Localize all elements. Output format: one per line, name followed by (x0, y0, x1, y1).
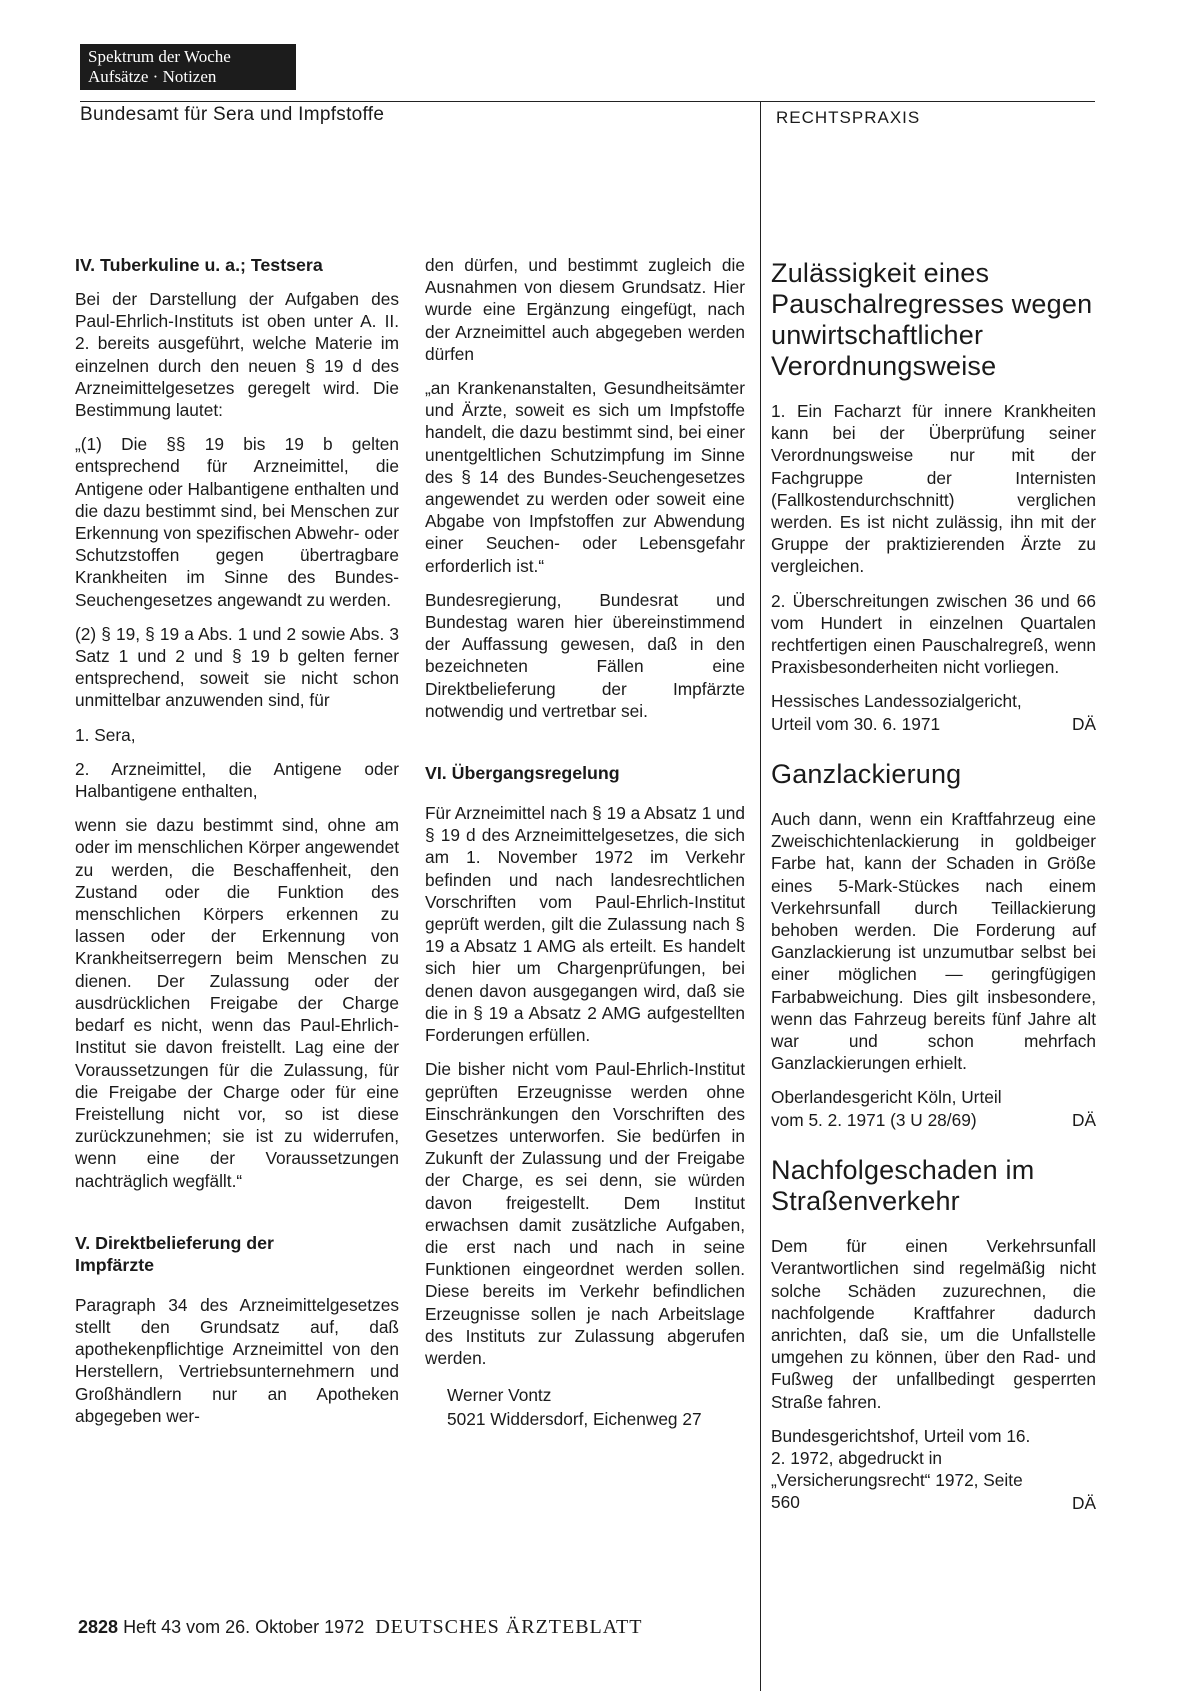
article-column-3 (771, 258, 1096, 1538)
quote-paragraph: (2) § 19, § 19 a Abs. 1 und 2 sowie Abs. 3 Satz 1 und 2 und § 19 b gelten ferner entsprechend, soweit sie nicht schon unmittelbar anzuwenden sind, für (75, 623, 399, 711)
quote-paragraph: „an Krankenanstalten, Gesundheitsämter und Ärzte, soweit es sich um Impfstoffe handelt, die dazu bestimmt sind, bei einer unentgeltlichen Schutzimpfung im Sinne des § 14 des Bundes-Seuchengesetzes angewendet zu werden oder soweit eine Abgabe von Impfstoffen zur Abwendung einer Seuchen- oder Lebensgefahr erforderlich ist.“ (425, 378, 745, 576)
quote-paragraph: „(1) Die §§ 19 bis 19 b gelten entsprechend für Arzneimittel, die Antigene oder Halbantigene enthalten und die dazu bestimmt sind, bei Menschen zur Erkennung von spezifischen Abwehr- oder Schutzstoffen gegen übertragbare Krankheiten im Sinne des Bundes-Seuchengesetzes angewandt zu werden. (75, 434, 399, 610)
article-title-nachfolgeschaden: Nachfolgeschaden im Straßenverkehr (771, 1155, 1035, 1217)
header-rule (80, 101, 1095, 102)
journal-name: DEUTSCHES ÄRZTEBLATT (375, 1616, 643, 1638)
paragraph: Paragraph 34 des Arzneimittelgesetzes stellt den Grundsatz auf, daß apothekenpflichtige Arzneimittel von den Herstellern, Vertriebsunternehmern und Großhändlern nur an Apotheken abgegeben wer- (75, 1294, 399, 1426)
page-number: 2828 (78, 1617, 119, 1637)
heading-uebergangsregelung: VI. Übergangsregelung (425, 763, 620, 784)
paragraph: den dürfen, und bestimmt zugleich die Ausnahmen von diesem Grundsatz. Hier wurde eine Ergänzung eingefügt, nach der Arzneimittel auch abgegeben werden dürfen (425, 255, 745, 364)
source-mark: DÄ (1071, 713, 1096, 734)
heading-direktbelieferung: V. Direktbelieferung der Impfärzte (75, 1232, 274, 1275)
quote-paragraph: wenn sie dazu bestimmt sind, ohne am oder im menschlichen Körper angewendet zu werden, die Beschaffenheit, den Zustand oder die Funktion des menschlichen Körpers erkennen zu lassen oder der Erkennung von Krankheitserregern beim Menschen zu dienen. Der Zulassung oder der ausdrücklichen Freigabe der Charge bedarf es nicht, wenn das Paul-Ehrlich-Institut sie davon freistellt. Lag eine der Voraussetzungen für die Zulassung, für die Freigabe der Charge oder für eine Freistellung nicht vor, so ist diese zurückzunehmen; sie ist zu widerrufen, wenn eine der Voraussetzungen nachträglich wegfällt.“ (75, 815, 399, 1191)
paragraph: Bundesregierung, Bundesrat und Bundestag waren hier übereinstimmend der Auffassung gewesen, daß in den bezeichneten Fällen eine Direktbelieferung der Impfärzte notwendig und vertretbar sei. (425, 589, 745, 721)
list-item: 2. Arzneimittel, die Antigene oder Halbantigene enthalten, (75, 758, 399, 802)
article-title-pauschalregress: Zulässigkeit eines Pauschalregresses wegen unwirtschaftlicher Verordnungsweise (771, 258, 1093, 381)
paragraph: 1. Ein Facharzt für innere Krankheiten kann bei der Überprüfung seiner Verordnungsweise nur mit der Fachgruppe der Internisten (Fallkostendurchschnitt) verglichen werden. Es ist nicht zulässig, ihn mit der Gruppe der praktizierenden Ärzte zu vergleichen. (771, 401, 1096, 577)
court-source (771, 1086, 1096, 1131)
court-source (771, 690, 1096, 735)
author-address: 5021 Widdersdorf, Eichenweg 27 (447, 1409, 702, 1430)
page-footer (78, 1616, 642, 1639)
section-header-left: Bundesamt für Sera und Impfstoffe (80, 104, 385, 125)
paragraph: 2. Überschreitungen zwischen 36 und 66 vom Hundert in einzelnen Quartalen rechtfertigen einen Pauschalregreß, wenn Praxisbesonderheiten nicht vorliegen. (771, 590, 1096, 678)
source-mark: DÄ (1071, 1492, 1096, 1513)
badge-line-1: Spektrum der Woche (88, 47, 231, 66)
source-mark: DÄ (1071, 1109, 1096, 1130)
court-source-text: Bundesgerichtshof, Urteil vom 16. 2. 1972, abgedruckt in „Versicherungsrecht“ 1972, Seite 560 (771, 1425, 1031, 1513)
section-header-right: RECHTSPRAXIS (776, 108, 921, 127)
list-item: 1. Sera, (75, 724, 136, 745)
paragraph: Bei der Darstellung der Aufgaben des Paul-Ehrlich-Instituts ist oben unter A. II. 2. bereits ausgeführt, welche Materie im einzelnen durch den neuen § 19 d des Arzneimittelgesetzes geregelt wird. Die Bestimmung lautet: (75, 289, 399, 421)
court-source (771, 1425, 1096, 1514)
paragraph: Die bisher nicht vom Paul-Ehrlich-Institut geprüften Erzeugnisse werden ohne Einschränkungen den Vorschriften des Gesetzes unterworfen. Sie bedürfen in Zukunft der Zulassung und der Freigabe der Charge, es sei denn, sie würden davon freigestellt. Dem Institut erwachsen damit zusätzliche Aufgaben, die erst nach und nach in seine Funktionen eingeordnet werden sollen. Diese bereits im Verkehr befindlichen Erzeugnisse sollen je nach Arbeitslage des Instituts zur Zulassung abgerufen werden. (425, 1059, 745, 1368)
article-column-2 (425, 254, 745, 1431)
paragraph: Dem für einen Verkehrsunfall Verantwortlichen sind regelmäßig nicht solche Schäden zuzurechnen, die nachfolgende Kraftfahrer dadurch anrichten, daß sie, um die Unfallstelle umgehen zu können, über den Rad- und Fußweg der unfallbedingt gesperrten Straße fahren. (771, 1236, 1096, 1412)
paragraph: Auch dann, wenn ein Kraftfahrzeug eine Zweischichtenlackierung in goldbeiger Farbe hat, kann der Schaden in Größe eines 5-Mark-Stückes nach einem Verkehrsunfall durch Teillackierung behoben werden. Die Forderung auf Ganzlackierung ist unzumutbar selbst bei einer möglichen — geringfügigen Farbabweichung. Dies gilt insbesondere, wenn das Fahrzeug bereits fünf Jahre alt war und schon mehrfach Ganzlackierungen erhielt. (771, 809, 1096, 1074)
author-name: Werner Vontz (447, 1385, 552, 1406)
heading-tuberkuline: IV. Tuberkuline u. a.; Testsera (75, 255, 323, 275)
article-column-1 (75, 254, 399, 1439)
article-title-ganzlackierung: Ganzlackierung (771, 759, 962, 790)
paragraph: Für Arzneimittel nach § 19 a Absatz 1 und § 19 d des Arzneimittelgesetzes, die sich am 1. November 1972 im Verkehr befinden und nach landesrechtlichen Vorschriften vom Paul-Ehrlich-Institut geprüft werden, gilt die Zulassung nach § 19 a Absatz 1 AMG als erteilt. Es handelt sich hier um Chargenprüfungen, bei denen davon ausgegangen wird, daß sie die in § 19 a Absatz 2 AMG aufgestellten Forderungen erfüllen. (425, 803, 745, 1046)
badge-line-2: Aufsätze · Notizen (88, 67, 217, 86)
section-badge (80, 44, 296, 90)
court-source-text: Hessisches Landessozialgericht, Urteil vom 30. 6. 1971 (771, 691, 1022, 734)
column-divider (760, 101, 761, 1691)
issue-info: Heft 43 vom 26. Oktober 1972 (123, 1617, 365, 1637)
court-source-text: Oberlandesgericht Köln, Urteil vom 5. 2. 1971 (3 U 28/69) (771, 1087, 1002, 1130)
